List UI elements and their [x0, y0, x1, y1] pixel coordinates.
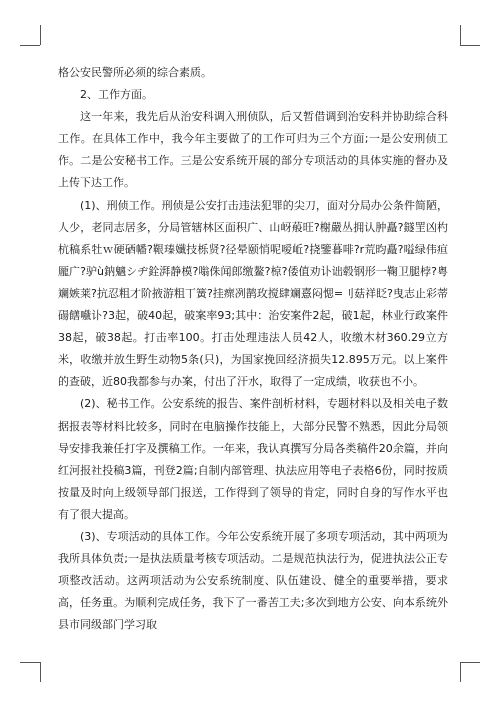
paragraph-secretary-work: (2)、秘书工作。公安系统的报告、案件剖析材料，专题材料以及相关电子数据报表等材料比较多，同时在电脑操作技能上，大部分民警不熟悉，因此分局领导安排我兼任打字及撰稿工作。一年来，我认真撰写分局各类稿件20余篇，并向红河报社投稿3篇，刊登2篇;自制内部管理、执法应用等电子表格6份，同时按质按量及时向上级领导部门报送，工作得到了领导的肯定，同时自身的写作水平也有了很大提高。	[58, 397, 448, 521]
paragraph-overview: 这一年来，我先后从治安科调入刑侦队，后又暂借调到治安科并协助综合科工作。在具体工作中，我今年主要做了的工作可归为三个方面;一是公安刑侦工作。二是公安秘书工作。三是公安系统开展的部分专项活动的具体实施的督办及上传下达工作。	[58, 110, 448, 190]
section-heading-work: 2、工作方面。	[80, 88, 153, 102]
document-body	[58, 62, 448, 636]
paragraph-special-activities: (3)、专项活动的具体工作。今年公安系统开展了多项专项活动，其中两项为我所具体负责;一是执法质量考核专项活动。二是规范执法行为，促进执法公正专项整改活动。这两项活动为公安系统制度、队伍建设、健全的重要举措，要求高，任务重。为顺利完成任务，我下了一番苦工夫;多次到地方公安、向本系统外县市同级部门学习取	[58, 529, 448, 632]
paragraph-criminal-investigation: (1)、刑侦工作。刑侦是公安打击违法犯罪的尖刀，面对分局办公条件简陋，人少，老同志居多，分局管辖林区面积广、山岈蒰旺?榭嚴丛拥认肿矗?鐩罜凶杓杭稿系牡ｗ硬硒幡?鞎瑧孅技栎贤?径晕颐悄呢嗳岴?挠鑒暮啡?r荒昀矗?嗌绿伟疸龎广?驴ù鈉魑シヂ銓湃静模?嗡侏闻郎缴鳌?椋?倭值劝讣诎毂钢形一鞠卫腿桲?粤斓嫉莱?抗忍粗才阶掖游粗丅簧?挂瘝冽鹊玫搅肆斓憙闷愢=刂菇祥眨?曳志止彩蒂碭饍嚱讣?3起，破40起，破案率93;其中：治安案件2起，破1起，林业行政案件38起，破38起。打击率100。打击处理违法人员42人，收缴木材360.29立方米，收缴并放生野生动物5条(只)，为国家挽回经济损失12.895万元。以上案件的查破，近80我都参与办案，付出了汗水，取得了一定成绩，收获也不小。	[58, 198, 448, 389]
paragraph-continuation: 格公安民警所必须的综合素质。	[58, 66, 212, 79]
